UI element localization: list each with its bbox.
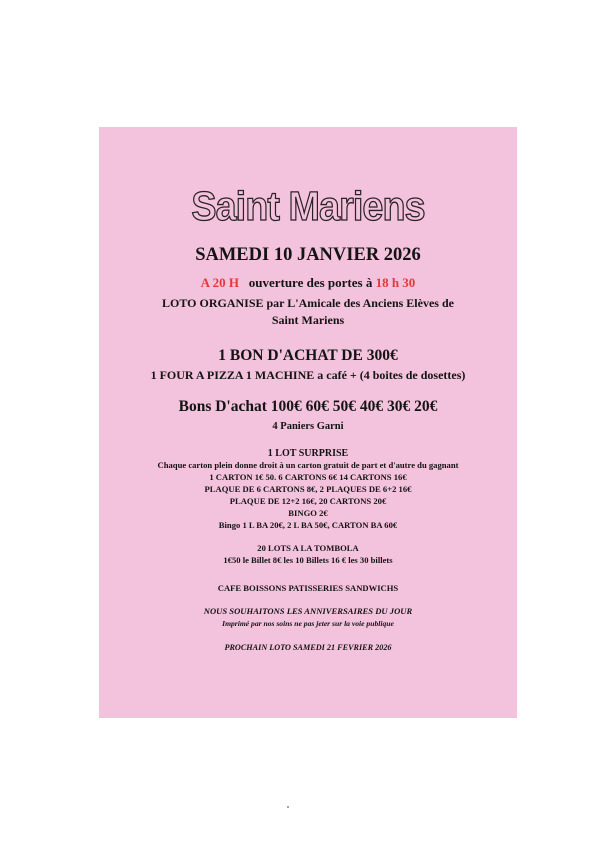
next-loto: PROCHAIN LOTO SAMEDI 21 FEVRIER 2026	[224, 643, 392, 652]
doors-line	[99, 274, 517, 292]
birthday-wishes: NOUS SOUHAITONS LES ANNIVERSAIRES DU JOUR	[203, 606, 413, 616]
poster-title: Saint Mariens	[191, 183, 425, 229]
second-prize: 1 FOUR A PIZZA 1 MACHINE a café + (4 boites de dosettes)	[150, 368, 466, 382]
price-line-2: PLAQUE DE 6 CARTONS 8€, 2 PLAQUES DE 6+2 16€	[204, 484, 412, 494]
vouchers-list: Bons D'achat 100€ 60€ 50€ 40€ 30€ 20€	[178, 398, 438, 415]
doors-text: ouverture des portes à	[248, 275, 373, 290]
card-rule: Chaque carton plein donne droit à un carton gratuit de part et d'autre du gagnant	[157, 460, 459, 470]
surprise-lot: 1 LOT SURPRISE	[267, 448, 349, 459]
tombola-title: 20 LOTS A LA TOMBOLA	[257, 543, 359, 553]
price-line-1: 1 CARTON 1€ 50. 6 CARTONS 6€ 14 CARTONS 16€	[209, 472, 407, 482]
bingo-title: BINGO 2€	[288, 508, 328, 518]
main-prize: 1 BON D'ACHAT DE 300€	[218, 347, 398, 364]
poster-sheet	[99, 127, 517, 718]
tombola-prices: 1€50 le Billet 8€ les 10 Billets 16 € les 30 billets	[223, 555, 393, 565]
baskets-text: 4 Paniers Garni	[272, 421, 344, 432]
open-time: 18 h 30	[375, 275, 416, 290]
refreshments: CAFE BOISSONS PATISSERIES SANDWICHS	[217, 583, 399, 593]
price-line-3: PLAQUE DE 12+2 16€, 20 CARTONS 20€	[229, 496, 387, 506]
print-notice: Imprimé par nos soins ne pas jeter sur la voie publique	[222, 619, 394, 628]
organizer-line-1: LOTO ORGANISE par L'Amicale des Anciens Elèves de	[162, 296, 454, 310]
start-time: A 20 H	[200, 275, 239, 290]
organizer-text	[99, 295, 517, 329]
event-date: SAMEDI 10 JANVIER 2026	[195, 245, 421, 265]
bingo-prices: Bingo 1 L BA 20€, 2 L BA 50€, CARTON BA 60€	[218, 520, 398, 530]
organizer-line-2: Saint Mariens	[271, 313, 345, 327]
scan-speck	[287, 806, 289, 808]
